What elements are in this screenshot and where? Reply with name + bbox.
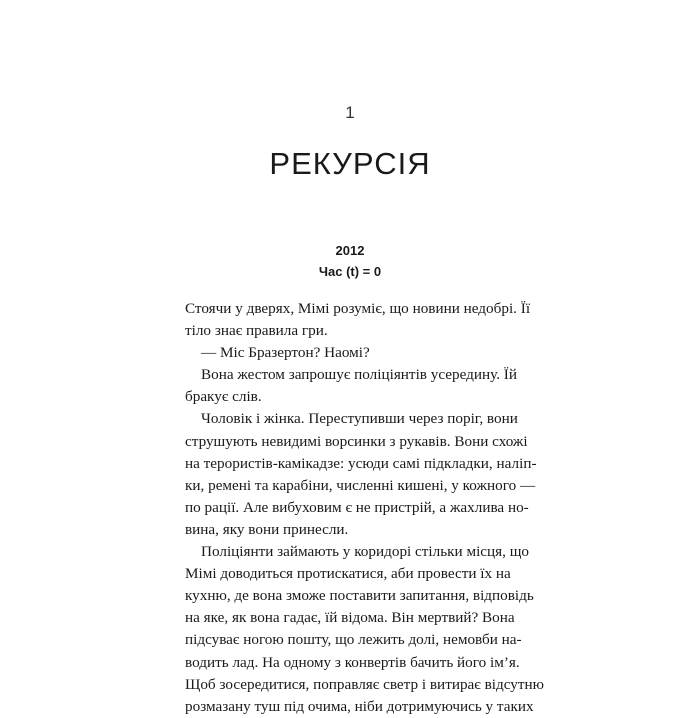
text-line: тіло знає правила гри.	[185, 322, 328, 340]
text-line: підсуває ногою пошту, що лежить долі, немовби на-	[185, 631, 522, 649]
text-line: Чоловік і жінка. Переступивши через поріг, вони	[201, 410, 518, 428]
text-line: — Міс Бразертон? Наомі?	[201, 344, 370, 362]
text-line: струшують невидимі ворсинки з рукавів. Вони схожі	[185, 432, 528, 450]
text-line: Стоячи у дверях, Мімі розуміє, що новини недобрі. Її	[185, 300, 531, 317]
text-line: бракує слів.	[185, 388, 262, 406]
body-text	[185, 298, 544, 718]
text-line: Вона жестом запрошує поліціянтів усередину. Їй	[201, 366, 517, 384]
text-line: вина, яку вони принесли.	[185, 520, 349, 538]
text-line: водить лад. На одному з конвертів бачить його ім’я.	[185, 653, 520, 671]
section-time: Час (t) = 0	[318, 264, 382, 279]
text-line: на терористів-камікадзе: усюди самі підкладки, наліп-	[185, 454, 537, 472]
text-line: Щоб зосередитися, поправляє светр і витирає відсутню	[185, 675, 544, 693]
text-line: Мімі доводиться протискатися, аби провести їх на	[185, 565, 511, 583]
text-line: кухню, де вона зможе поставити запитання, відповідь	[185, 587, 534, 605]
text-line: по рації. Але вибуховим є не пристрій, а жахлива но-	[185, 498, 529, 516]
chapter-title: РЕКУРСІЯ	[269, 146, 431, 181]
chapter-number: 1	[345, 103, 355, 122]
text-line: ки, ремені та карабіни, численні кишені, у кожного —	[185, 476, 536, 494]
text-line: Поліціянти займають у коридорі стільки місця, що	[201, 543, 530, 561]
text-line: на яке, як вона гадає, їй відома. Він мертвий? Вона	[185, 609, 515, 627]
section-year: 2012	[335, 243, 365, 258]
text-line: розмазану туш під очима, ніби дотримуючись у таких	[185, 697, 534, 715]
